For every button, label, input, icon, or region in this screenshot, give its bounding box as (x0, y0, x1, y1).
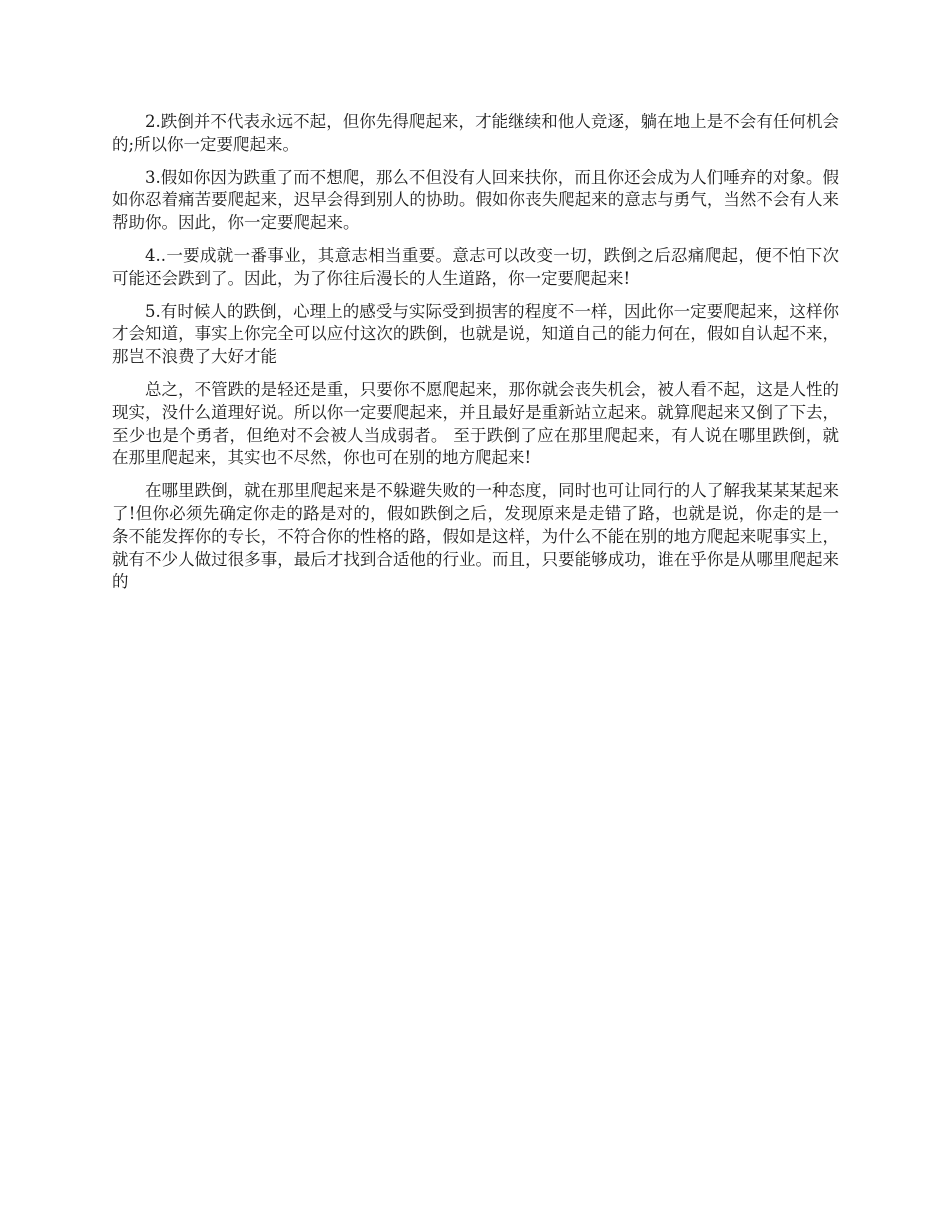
paragraph-point-5: 5.有时候人的跌倒，心理上的感受与实际受到损害的程度不一样，因此你一定要爬起来，这样你才会知道，事实上你完全可以应付这次的跌倒，也就是说，知道自己的能力何在，假如自认起不来，那岂不浪费了大好才能 (112, 301, 839, 367)
paragraph-point-3: 3.假如你因为跌重了而不想爬，那么不但没有人回来扶你，而且你还会成为人们唾弃的对象。假如你忍着痛苦要爬起来，迟早会得到别人的协助。假如你丧失爬起来的意志与勇气，当然不会有人来帮助你。因此，你一定要爬起来。 (112, 167, 839, 233)
paragraph-point-4: 4..一要成就一番事业，其意志相当重要。意志可以改变一切，跌倒之后忍痛爬起，便不怕下次可能还会跌到了。因此，为了你往后漫长的人生道路，你一定要爬起来! (112, 245, 839, 288)
paragraph-conclusion: 在哪里跌倒，就在那里爬起来是不躲避失败的一种态度，同时也可让同行的人了解我某某某起来了!但你必须先确定你走的路是对的，假如跌倒之后，发现原来是走错了路，也就是说，你走的是一条不能发挥你的专长，不符合你的性格的路，假如是这样，为什么不能在别的地方爬起来呢事实上，就有不少人做过很多事，最后才找到合适他的行业。而且，只要能够成功，谁在乎你是从哪里爬起来的 (112, 481, 839, 592)
paragraph-summary: 总之，不管跌的是轻还是重，只要你不愿爬起来，那你就会丧失机会，被人看不起，这是人性的现实，没什么道理好说。所以你一定要爬起来，并且最好是重新站立起来。就算爬起来又倒了下去，至少也是个勇者，但绝对不会被人当成弱者。 至于跌倒了应在那里爬起来，有人说在哪里跌倒，就在那里爬起来，其实也不尽然，你也可在别的地方爬起来! (112, 379, 839, 468)
paragraph-point-2: 2.跌倒并不代表永远不起，但你先得爬起来，才能继续和他人竞逐，躺在地上是不会有任何机会的;所以你一定要爬起来。 (112, 112, 839, 154)
document-body (112, 111, 839, 604)
